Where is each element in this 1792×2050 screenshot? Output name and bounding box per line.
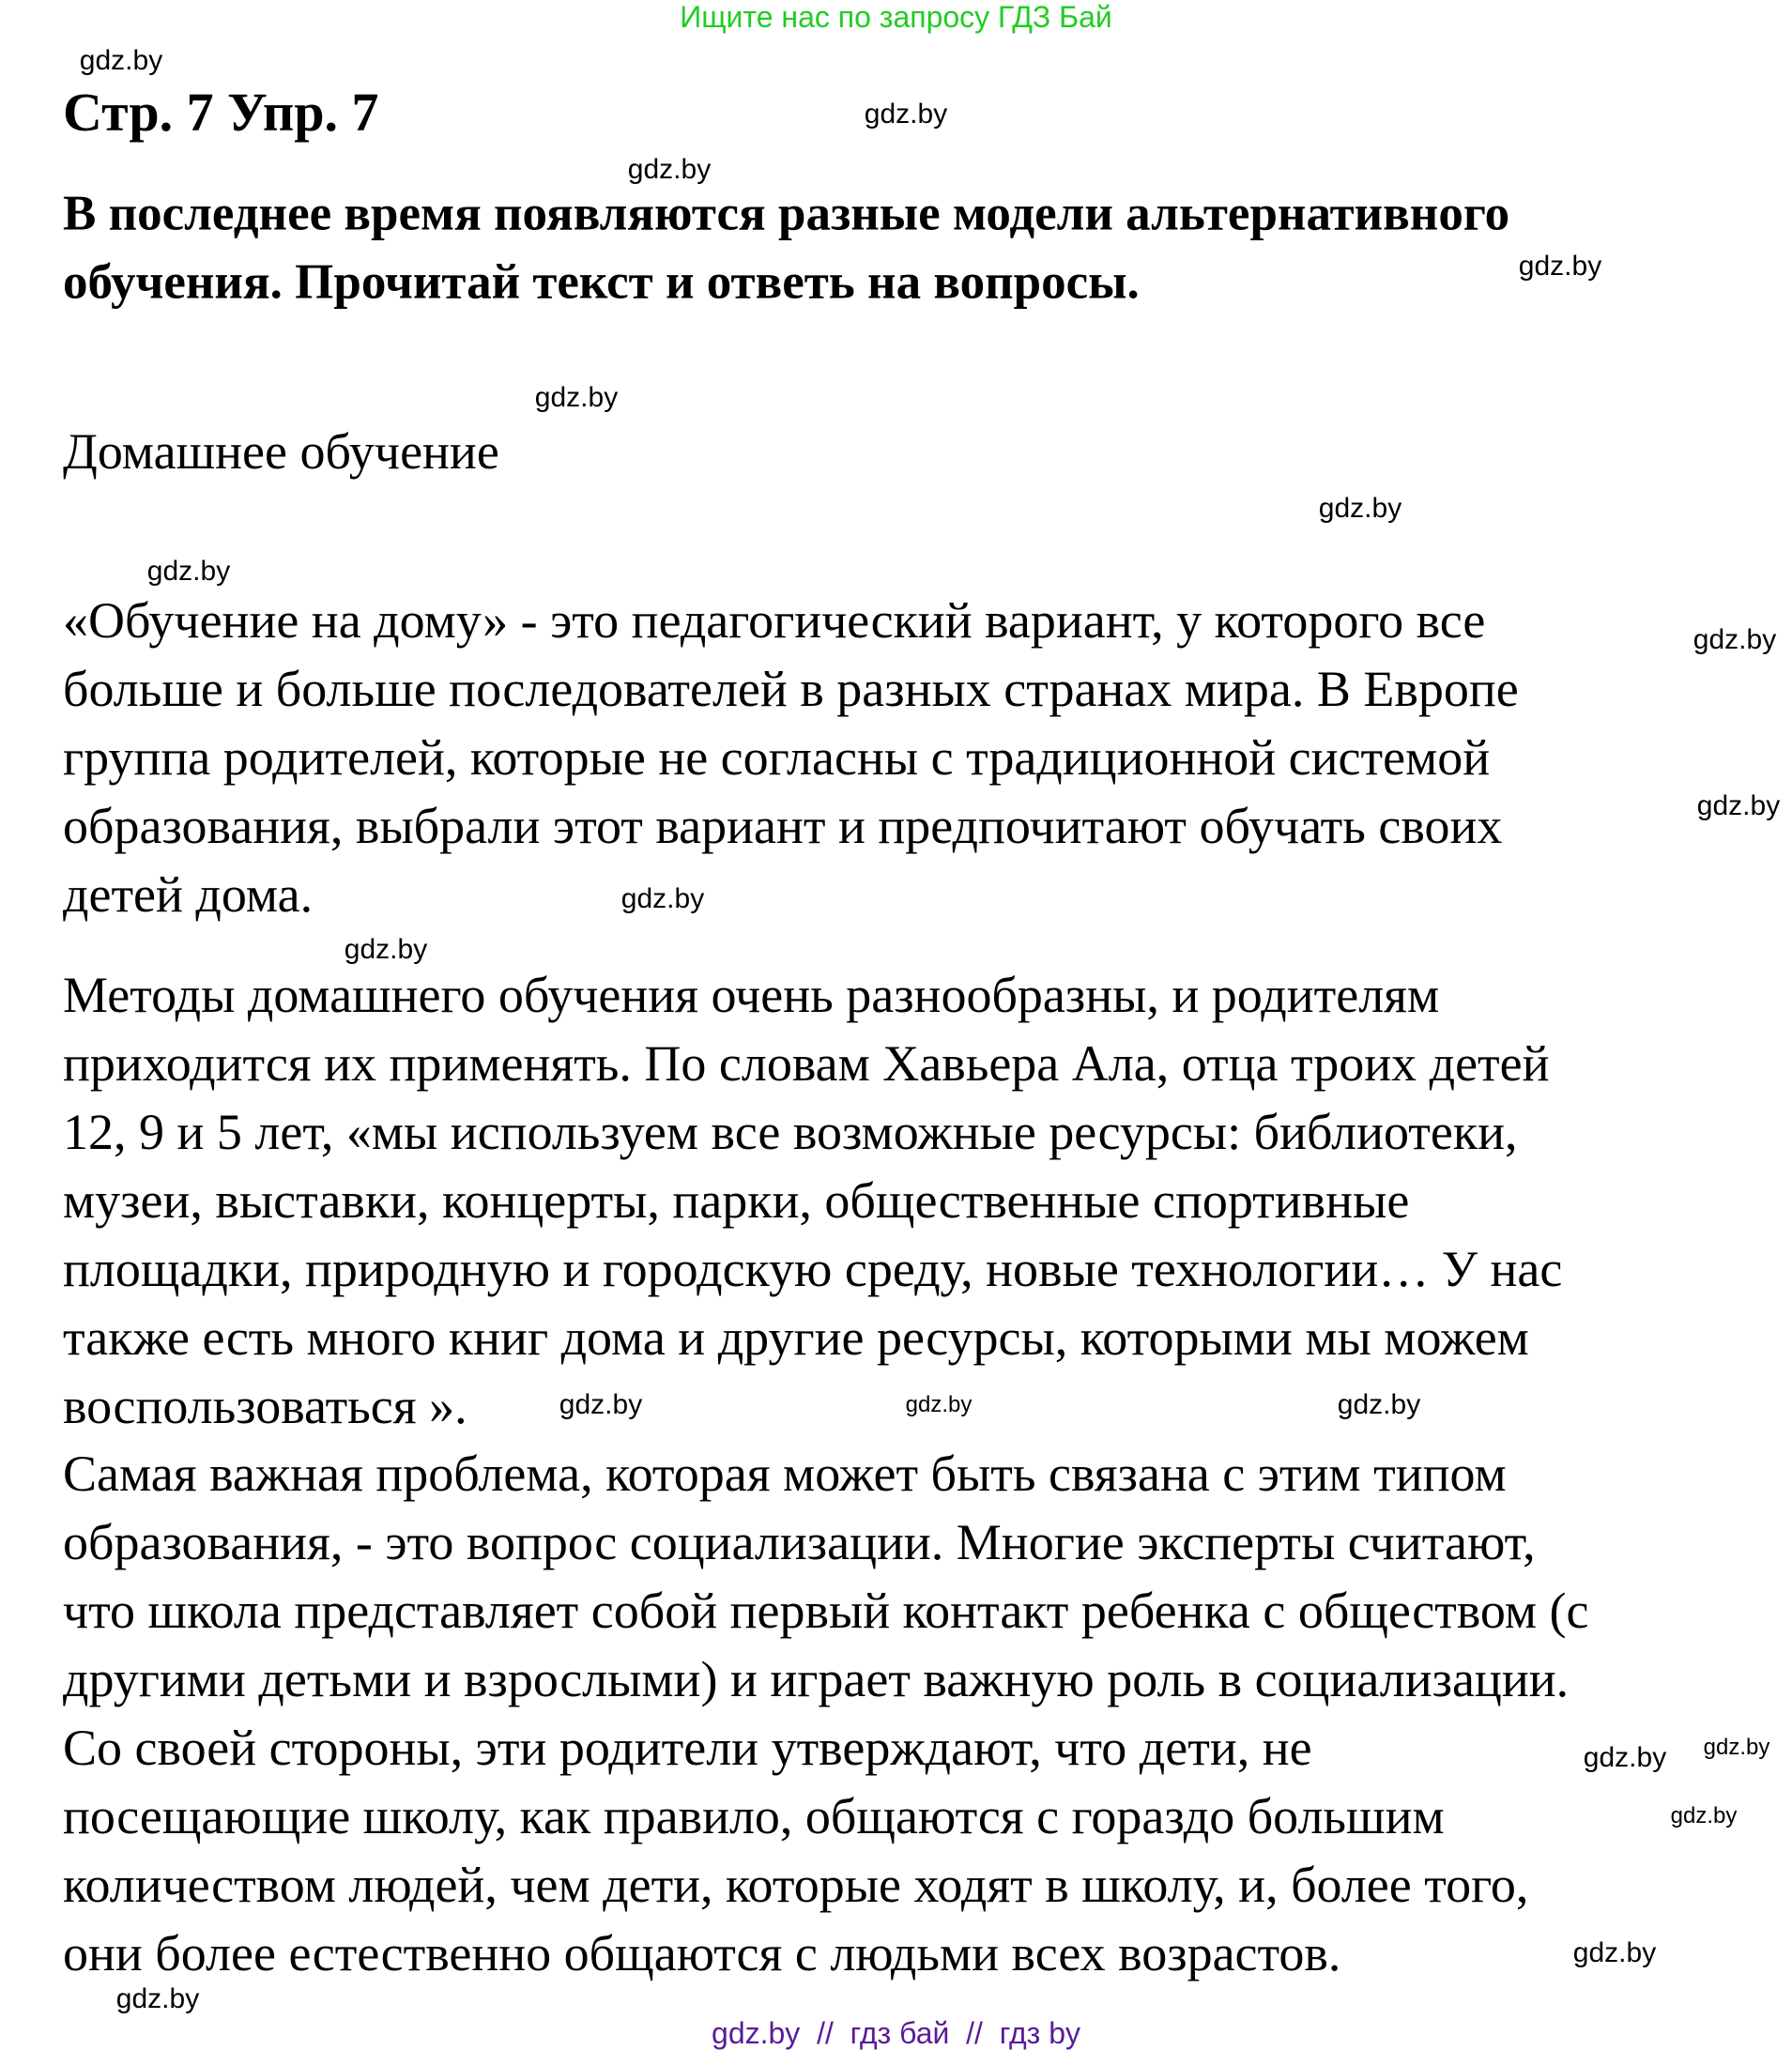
watermark: gdz.by: [1692, 624, 1777, 655]
paragraph2-line: Методы домашнего обучения очень разнообразны, и родителям: [63, 967, 1440, 1023]
watermark: gdz.by: [115, 1983, 200, 2014]
watermark: gdz.by: [620, 883, 705, 914]
paragraph3-line: что школа представляет собой первый контакт ребенка с обществом (с: [63, 1583, 1589, 1639]
watermark: gdz.by: [1670, 1803, 1738, 1828]
paragraph1-line: группа родителей, которые не согласны с традиционной системой: [63, 729, 1491, 786]
watermark: gdz.by: [864, 99, 948, 130]
paragraph3-line: другими детьми и взрослыми) и играет важную роль в социализации.: [63, 1651, 1570, 1707]
paragraph1-line: «Обучение на дому» - это педагогический вариант, у которого все: [63, 592, 1486, 649]
task-line: обучения. Прочитай текст и ответь на вопросы.: [63, 254, 1140, 310]
watermark: gdz.by: [1337, 1389, 1421, 1420]
watermark: gdz.by: [1572, 1937, 1657, 1968]
watermark: gdz.by: [627, 154, 712, 185]
paragraph2-line: воспользоваться ».: [63, 1378, 467, 1434]
task-line: В последнее время появляются разные модели альтернативного: [63, 186, 1510, 241]
paragraph3-line: количеством людей, чем дети, которые ходят в школу, и, более того,: [63, 1857, 1529, 1913]
paragraph1-line: образования, выбрали этот вариант и предпочитают обучать своих: [63, 798, 1503, 854]
page-title: Стр. 7 Упр. 7: [63, 82, 379, 143]
paragraph3-line: они более естественно общаются с людьми всех возрастов.: [63, 1925, 1341, 1981]
watermark: gdz.by: [534, 382, 619, 413]
watermark: gdz.by: [905, 1392, 973, 1417]
watermark: gdz.by: [79, 45, 163, 76]
paragraph1-line: детей дома.: [63, 866, 314, 923]
watermark: gdz.by: [146, 556, 231, 587]
watermark: gdz.by: [1318, 493, 1402, 524]
watermark: gdz.by: [1583, 1742, 1667, 1773]
paragraph2-line: 12, 9 и 5 лет, «мы используем все возможные ресурсы: библиотеки,: [63, 1104, 1518, 1160]
watermark: gdz.by: [1518, 251, 1602, 282]
watermark: gdz.by: [344, 934, 428, 965]
watermark: gdz.by: [1696, 790, 1781, 821]
paragraph2-line: площадки, природную и городскую среду, новые технологии… У нас: [63, 1241, 1563, 1297]
section-title: Домашнее обучение: [63, 423, 499, 480]
paragraph3-line: Самая важная проблема, которая может быть связана с этим типом: [63, 1446, 1507, 1502]
paragraph2-line: приходится их применять. По словам Хавьера Ала, отца троих детей: [63, 1035, 1550, 1092]
watermark: gdz.by: [1703, 1735, 1770, 1760]
paragraph2-line: также есть много книг дома и другие ресурсы, которыми мы можем: [63, 1309, 1529, 1366]
paragraph3-line: посещающие школу, как правило, общаются с гораздо большим: [63, 1788, 1445, 1844]
paragraph2-line: музеи, выставки, концерты, парки, общественные спортивные: [63, 1172, 1410, 1229]
paragraph3-line: образования, - это вопрос социализации. Многие эксперты считают,: [63, 1514, 1536, 1570]
footer-watermark: gdz.by // гдз бай // гдз by: [712, 2016, 1080, 2050]
paragraph3-line: Со своей стороны, эти родители утверждают, что дети, не: [63, 1720, 1312, 1776]
watermark: gdz.by: [559, 1389, 643, 1420]
paragraph1-line: больше и больше последователей в разных странах мира. В Европе: [63, 661, 1519, 717]
search-banner: Ищите нас по запросу ГДЗ Бай: [680, 0, 1112, 34]
